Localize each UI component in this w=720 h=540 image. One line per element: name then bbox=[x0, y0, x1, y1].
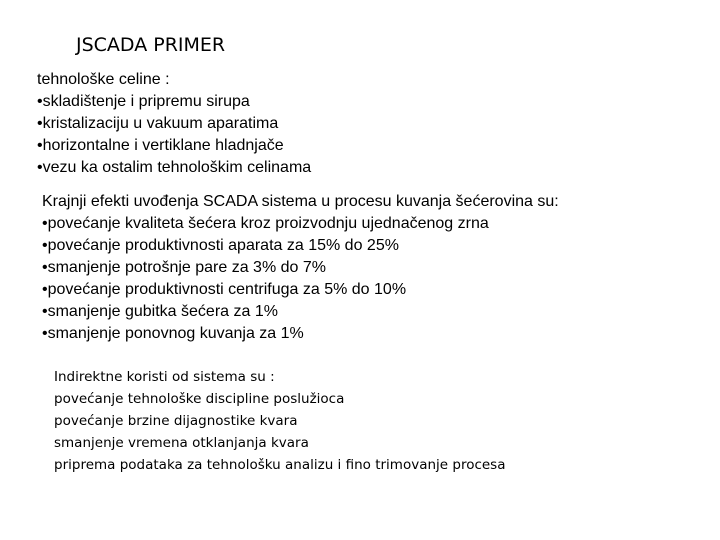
list-item: •horizontalne i vertiklane hladnjače bbox=[37, 137, 284, 154]
section-heading: Indirektne koristi od sistema su : bbox=[54, 369, 275, 385]
list-item: •skladištenje i pripremu sirupa bbox=[37, 93, 250, 110]
list-item: priprema podataka za tehnološku analizu i fino trimovanje procesa bbox=[54, 457, 506, 473]
list-item: •povećanje produktivnosti aparata za 15% do 25% bbox=[42, 237, 399, 254]
list-item: •smanjenje gubitka šećera za 1% bbox=[42, 303, 278, 320]
section-heading: tehnološke celine : bbox=[37, 71, 170, 88]
list-item: povećanje brzine dijagnostike kvara bbox=[54, 413, 298, 429]
technological-units-section bbox=[37, 69, 311, 179]
indirect-benefits-section bbox=[54, 366, 506, 476]
list-item: •povećanje kvaliteta šećera kroz proizvodnju ujednačenog zrna bbox=[42, 215, 489, 232]
list-item: •kristalizaciju u vakuum aparatima bbox=[37, 115, 279, 132]
list-item: povećanje tehnološke discipline poslužioca bbox=[54, 391, 345, 407]
section-heading: Krajnji efekti uvođenja SCADA sistema u procesu kuvanja šećerovina su: bbox=[42, 193, 559, 210]
page-title: JSCADA PRIMER bbox=[76, 34, 226, 56]
list-item: smanjenje vremena otklanjanja kvara bbox=[54, 435, 309, 451]
list-item: •povećanje produktivnosti centrifuga za 5% do 10% bbox=[42, 281, 407, 298]
scada-effects-section bbox=[42, 191, 559, 345]
list-item: •smanjenje potrošnje pare za 3% do 7% bbox=[42, 259, 326, 276]
list-item: •smanjenje ponovnog kuvanja za 1% bbox=[42, 325, 304, 342]
list-item: •vezu ka ostalim tehnološkim celinama bbox=[37, 159, 312, 176]
